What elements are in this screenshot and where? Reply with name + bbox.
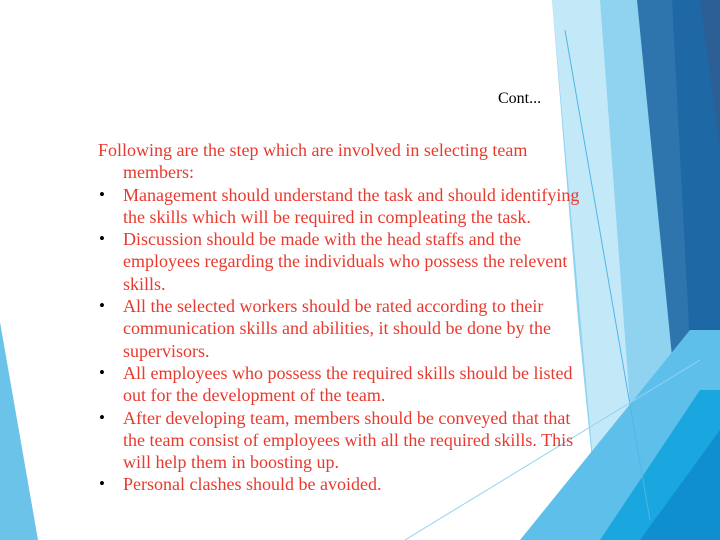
list-item [98,473,590,495]
bullet-icon: • [99,184,105,204]
list-item [98,407,590,474]
list-item-text: Personal clashes should be avoided. [123,474,382,495]
bullet-list [98,184,590,496]
bullet-icon: • [99,229,105,249]
list-item-text: All the selected workers should be rated according to their communication skills and abilities, it should be done by the supervisors. [123,296,551,361]
bullet-icon: • [99,362,105,382]
list-item-text: Management should understand the task and should identifying the skills which will be required in compleating the task. [123,184,580,227]
list-item [98,184,590,229]
slide-body [98,139,590,496]
slide-title: Cont... [498,90,542,107]
bullet-icon: • [99,296,105,316]
list-item-text: Discussion should be made with the head staffs and the employees regarding the individuals who possess the relevent skills. [123,229,568,294]
list-item [98,362,590,407]
list-item [98,295,590,362]
intro-text: Following are the step which are involved in selecting team members: [98,140,528,183]
list-item [98,228,590,295]
left-accent-shape [0,322,38,540]
list-item-text: All employees who possess the required skills should be listed out for the development of the team. [123,362,573,406]
bullet-icon: • [99,407,105,427]
list-item-text: After developing team, members should be conveyed that that the team consist of employees with all the required skills. This will help them in boosting up. [123,407,574,473]
bullet-icon: • [99,474,105,494]
